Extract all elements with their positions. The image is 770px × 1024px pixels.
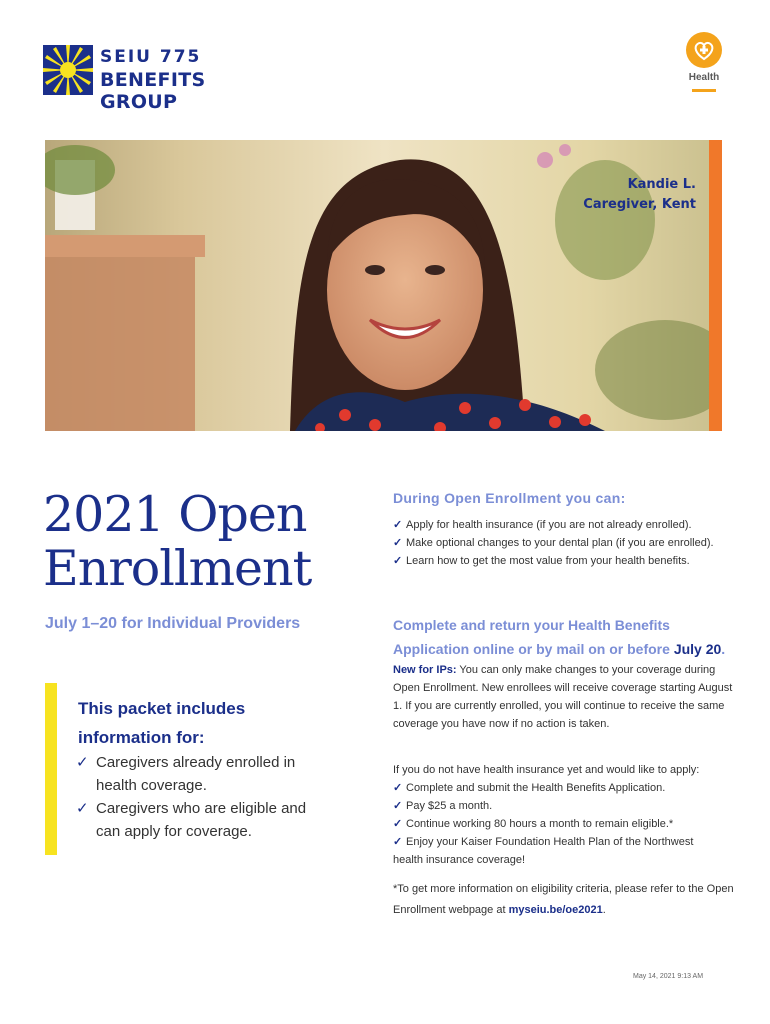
checkmark-icon: ✓ [393, 800, 403, 812]
health-label: Health [688, 72, 720, 83]
list-item-text: Continue working 80 hours a month to remain eligible.* [406, 818, 674, 830]
packet-title-line: information for: [78, 728, 205, 747]
page-title: 2021 Open Enrollment [43, 486, 312, 597]
checkmark-icon: ✓ [393, 836, 403, 848]
packet-list [76, 751, 326, 843]
checkmark-icon: ✓ [393, 537, 403, 549]
enrollment-dates: July 1–20 for Individual Providers [45, 615, 301, 632]
sunburst-logo-icon [43, 45, 93, 95]
caption-role: Caregiver, Kent [583, 197, 696, 212]
health-badge [684, 32, 724, 92]
more-info-text: *To get more information on eligibility criteria, please refer to the Open Enrollment webpage at [393, 883, 734, 916]
health-underline [692, 89, 716, 92]
list-item-text: Pay $25 a month. [406, 800, 493, 812]
list-item-text: Apply for health insurance (if you are not already enrolled). [406, 519, 692, 531]
list-item [76, 751, 326, 797]
seiu-logo [43, 45, 243, 113]
during-heading: During Open Enrollment you can: [393, 490, 626, 506]
complete-heading [393, 613, 738, 661]
timestamp: May 14, 2021 9:13 AM [633, 973, 704, 980]
new-for-ips-paragraph [393, 661, 738, 733]
deadline-date: July 20 [673, 641, 722, 657]
orange-accent-stripe [709, 140, 722, 431]
list-item [393, 797, 738, 815]
checkmark-icon: ✓ [76, 754, 89, 771]
new-ips-label: New for IPs: [393, 664, 457, 676]
list-item-text: Make optional changes to your dental plan (if you are enrolled). [406, 537, 714, 549]
list-item [393, 779, 738, 797]
complete-heading-suffix: . [721, 641, 726, 657]
list-item-text: Caregivers already enrolled in health coverage. [96, 754, 296, 794]
list-item-text: Learn how to get the most value from your health benefits. [406, 555, 690, 567]
list-item [393, 516, 738, 534]
health-heart-icon [686, 32, 722, 68]
oe2021-link[interactable]: myseiu.be/oe2021 [508, 904, 603, 916]
checkmark-icon: ✓ [393, 818, 403, 830]
complete-heading-text: Complete and return your Health Benefits Application online or by mail on or before [393, 617, 674, 657]
list-item-text: Caregivers who are eligible and can apply for coverage. [96, 800, 307, 840]
list-item-text: Complete and submit the Health Benefits Application. [406, 782, 666, 794]
more-info-paragraph [393, 879, 738, 921]
new-ips-text: You can only make changes to your coverage during Open Enrollment. New enrollees will receive coverage starting August 1. If you are currently enrolled, you will continue to receive the same coverage you have now if no action is taken. [393, 664, 733, 730]
packet-title-line: This packet includes [78, 699, 246, 718]
list-item [393, 833, 738, 851]
checkmark-icon: ✓ [76, 800, 89, 817]
checkmark-icon: ✓ [393, 519, 403, 531]
logo-title: SEIU 775 [100, 47, 202, 67]
during-list [393, 516, 738, 570]
yellow-accent-bar [45, 683, 57, 855]
list-item [393, 552, 738, 570]
apply-tail: health insurance coverage! [393, 854, 526, 866]
packet-title [78, 694, 298, 752]
more-info-suffix: . [602, 904, 606, 916]
apply-intro: If you do not have health insurance yet and would like to apply: [393, 764, 700, 776]
list-item [393, 815, 738, 833]
logo-subtitle: BENEFITS GROUP [100, 69, 206, 113]
list-item [393, 534, 738, 552]
checkmark-icon: ✓ [393, 555, 403, 567]
list-item-text: Enjoy your Kaiser Foundation Health Plan of the Northwest [406, 836, 694, 848]
checkmark-icon: ✓ [393, 782, 403, 794]
photo-caption [583, 175, 696, 215]
apply-list [393, 779, 738, 851]
caption-name: Kandie L. [627, 177, 696, 192]
list-item [76, 797, 326, 843]
